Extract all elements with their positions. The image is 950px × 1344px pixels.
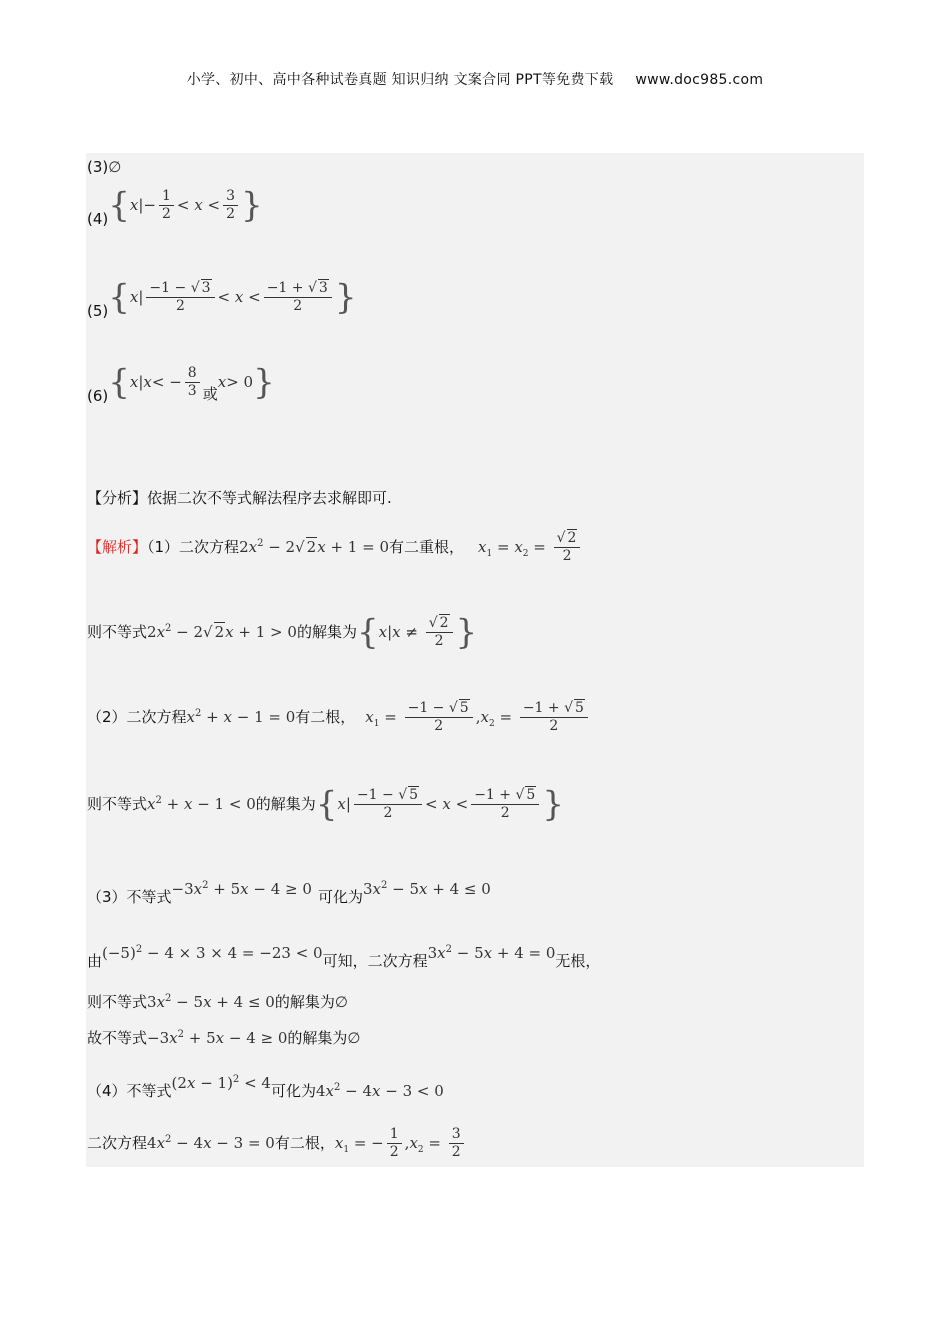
answer-3-label: (3) — [87, 158, 109, 176]
s3-then: 则不等式 — [87, 993, 148, 1011]
solution-line-3c: 则不等式$3x^2 - 5x + 4 \le 0$的解集为∅ — [87, 993, 348, 1011]
s4-can: 可化为 — [270, 1082, 316, 1100]
s2-after: 有二根， — [295, 708, 356, 726]
empty-set-symbol: ∅ — [108, 158, 122, 176]
solution-line-3b: 由$(-5)^2 - 4 \times 3 \times 4 = -23 < 0$可知，二次方程$3x^2 - 5x + 4 = 0$无根， — [87, 944, 601, 970]
answer-4: (4){x|− $\frac{1}{2}$ < x < $\frac{3}{2}$ } — [87, 185, 263, 228]
s3-noroot: 无根， — [555, 952, 601, 970]
header-text: 小学、初中、高中各种试卷真题 知识归纳 文案合同 PPT等免费下载 — [186, 72, 614, 88]
solution-line-2: （2）二次方程$x^2 + x - 1 = 0$有二根， $x_1$ = $\frac{-1 - √ 5}{2}$ $,x_2$ = $\frac{-1 + √ 5}{2}$ — [87, 700, 591, 735]
answer-3 — [87, 157, 121, 177]
s3-can: 可化为 — [317, 888, 363, 906]
answer-4-label: (4) — [87, 210, 109, 228]
header-site: www.doc985.com — [635, 72, 764, 88]
s4-after: 有二根， — [274, 1134, 335, 1152]
page-header — [0, 69, 950, 89]
s1-set: 的解集为 — [296, 623, 357, 641]
answer-6-label: (6) — [87, 387, 109, 405]
s1-intro: （1）二次方程 — [147, 538, 240, 556]
solution-line-1b: 则不等式$2x^2 - 2√$ 2x + 1 > 0的解集为{x|x ≠ $\frac{√ 2}{2}$ } — [87, 612, 478, 653]
answer-6: (6){x|x< − $\frac{8}{3}$ 或x> 0} — [87, 362, 275, 405]
s4-eq: 二次方程 — [87, 1134, 148, 1152]
s3-set2: 的解集为 — [287, 1029, 348, 1047]
solution-line-4b: 二次方程$4x^2 - 4x - 3 = 0$有二根，$x_1$ = − $\frac{1}{2}$ $,x_2$ = $\frac{3}{2}$ — [87, 1126, 467, 1161]
s2-then: 则不等式 — [87, 795, 148, 813]
analysis-text: 依据二次不等式解法程序去求解即可. — [147, 489, 392, 507]
s1-after: 有二重根， — [388, 538, 464, 556]
analysis-tag: 【分析】 — [87, 489, 148, 507]
solution-line-3: （3）不等式$-3x^2 + 5x - 4 \ge 0$ 可化为$3x^2 - 5x + 4 \le 0$ — [87, 880, 491, 906]
solution-line-2b: 则不等式$x^2 + x - 1 < 0$的解集为{x| $\frac{-1 - √ 5}{2}$ < x < $\frac{-1 + √ 5}{2}$ } — [87, 784, 564, 825]
s3-set: 的解集为 — [274, 993, 335, 1011]
answer-5: (5){x| $\frac{-1 - √ 3}{2}$ < x < $\frac{-1 + √ 3}{2}$ } — [87, 277, 357, 320]
s2-set: 的解集为 — [255, 795, 316, 813]
s4-intro: （4）不等式 — [87, 1082, 172, 1100]
s2-intro: （2）二次方程 — [87, 708, 187, 726]
s3-intro: （3）不等式 — [87, 888, 172, 906]
s3-know: 可知，二次方程 — [322, 952, 428, 970]
solution-line-1: 【解析】（1）二次方程$2x^2 - 2√$ 2x + 1 = 0有二重根， $x_1 = x_2$ = $\frac{√ 2}{2}$ — [87, 530, 583, 565]
solution-line-4: （4）不等式$(2x - 1)^2 < 4$可化为$4x^2 - 4x - 3 < 0$ — [87, 1074, 444, 1100]
analysis-line — [87, 488, 392, 508]
solution-tag: 【解析】 — [87, 538, 148, 556]
solution-line-3d: 故不等式$-3x^2 + 5x - 4 \ge 0$的解集为∅ — [87, 1029, 361, 1047]
or-text: 或 — [202, 385, 218, 403]
s1-then: 则不等式 — [87, 623, 148, 641]
s3-by: 由 — [87, 952, 103, 970]
s3-so: 故不等式 — [87, 1029, 148, 1047]
answer-5-label: (5) — [87, 302, 109, 320]
